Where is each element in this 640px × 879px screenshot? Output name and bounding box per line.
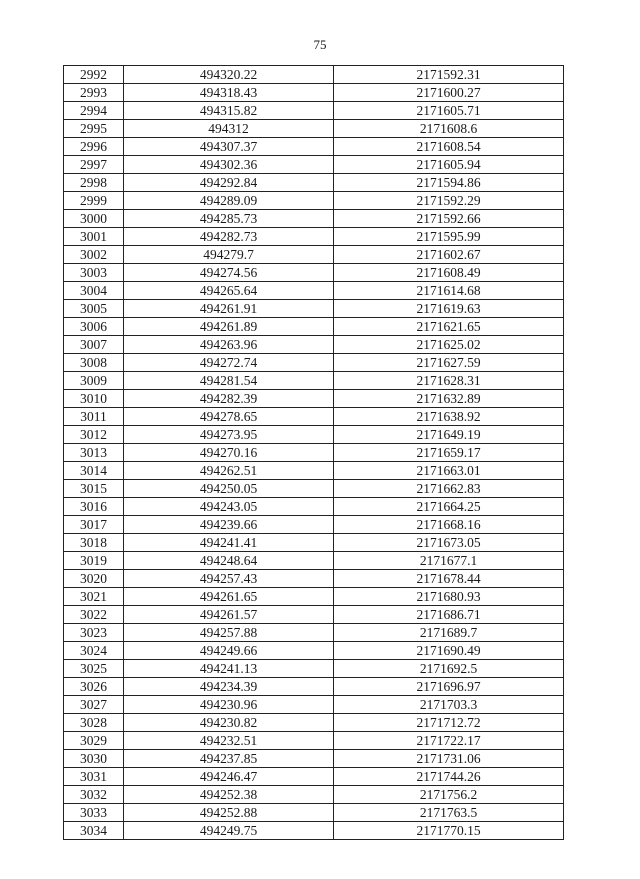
x-coordinate-cell: 494230.96 bbox=[124, 696, 334, 714]
y-coordinate-cell: 2171627.59 bbox=[334, 354, 564, 372]
table-row bbox=[64, 138, 564, 156]
table-row bbox=[64, 678, 564, 696]
point-id-cell: 3016 bbox=[64, 498, 124, 516]
y-coordinate-cell: 2171678.44 bbox=[334, 570, 564, 588]
x-coordinate-cell: 494250.05 bbox=[124, 480, 334, 498]
y-coordinate-cell: 2171668.16 bbox=[334, 516, 564, 534]
x-coordinate-cell: 494237.85 bbox=[124, 750, 334, 768]
x-coordinate-cell: 494292.84 bbox=[124, 174, 334, 192]
point-id-cell: 3020 bbox=[64, 570, 124, 588]
y-coordinate-cell: 2171621.65 bbox=[334, 318, 564, 336]
y-coordinate-cell: 2171592.31 bbox=[334, 66, 564, 84]
y-coordinate-cell: 2171664.25 bbox=[334, 498, 564, 516]
point-id-cell: 2996 bbox=[64, 138, 124, 156]
y-coordinate-cell: 2171680.93 bbox=[334, 588, 564, 606]
x-coordinate-cell: 494273.95 bbox=[124, 426, 334, 444]
table-row bbox=[64, 642, 564, 660]
table-row bbox=[64, 372, 564, 390]
table-row bbox=[64, 498, 564, 516]
point-id-cell: 2997 bbox=[64, 156, 124, 174]
point-id-cell: 3030 bbox=[64, 750, 124, 768]
x-coordinate-cell: 494230.82 bbox=[124, 714, 334, 732]
table-row bbox=[64, 282, 564, 300]
point-id-cell: 3021 bbox=[64, 588, 124, 606]
x-coordinate-cell: 494315.82 bbox=[124, 102, 334, 120]
point-id-cell: 3024 bbox=[64, 642, 124, 660]
point-id-cell: 3033 bbox=[64, 804, 124, 822]
table-row bbox=[64, 102, 564, 120]
y-coordinate-cell: 2171756.2 bbox=[334, 786, 564, 804]
x-coordinate-cell: 494278.65 bbox=[124, 408, 334, 426]
point-id-cell: 3029 bbox=[64, 732, 124, 750]
point-id-cell: 3010 bbox=[64, 390, 124, 408]
table-row bbox=[64, 300, 564, 318]
y-coordinate-cell: 2171605.71 bbox=[334, 102, 564, 120]
y-coordinate-cell: 2171673.05 bbox=[334, 534, 564, 552]
point-id-cell: 3009 bbox=[64, 372, 124, 390]
x-coordinate-cell: 494248.64 bbox=[124, 552, 334, 570]
x-coordinate-cell: 494261.57 bbox=[124, 606, 334, 624]
table-row bbox=[64, 570, 564, 588]
y-coordinate-cell: 2171608.49 bbox=[334, 264, 564, 282]
y-coordinate-cell: 2171632.89 bbox=[334, 390, 564, 408]
y-coordinate-cell: 2171592.29 bbox=[334, 192, 564, 210]
x-coordinate-cell: 494320.22 bbox=[124, 66, 334, 84]
table-row bbox=[64, 210, 564, 228]
y-coordinate-cell: 2171689.7 bbox=[334, 624, 564, 642]
table-row bbox=[64, 390, 564, 408]
point-id-cell: 3011 bbox=[64, 408, 124, 426]
point-id-cell: 3017 bbox=[64, 516, 124, 534]
y-coordinate-cell: 2171625.02 bbox=[334, 336, 564, 354]
y-coordinate-cell: 2171703.3 bbox=[334, 696, 564, 714]
table-row bbox=[64, 228, 564, 246]
table-row bbox=[64, 822, 564, 840]
table-row bbox=[64, 426, 564, 444]
y-coordinate-cell: 2171592.66 bbox=[334, 210, 564, 228]
point-id-cell: 2993 bbox=[64, 84, 124, 102]
point-id-cell: 2998 bbox=[64, 174, 124, 192]
point-id-cell: 3031 bbox=[64, 768, 124, 786]
x-coordinate-cell: 494243.05 bbox=[124, 498, 334, 516]
x-coordinate-cell: 494241.13 bbox=[124, 660, 334, 678]
point-id-cell: 3019 bbox=[64, 552, 124, 570]
point-id-cell: 3008 bbox=[64, 354, 124, 372]
point-id-cell: 2992 bbox=[64, 66, 124, 84]
x-coordinate-cell: 494289.09 bbox=[124, 192, 334, 210]
y-coordinate-cell: 2171628.31 bbox=[334, 372, 564, 390]
table-row bbox=[64, 264, 564, 282]
point-id-cell: 3004 bbox=[64, 282, 124, 300]
y-coordinate-cell: 2171595.99 bbox=[334, 228, 564, 246]
x-coordinate-cell: 494261.89 bbox=[124, 318, 334, 336]
x-coordinate-cell: 494261.91 bbox=[124, 300, 334, 318]
x-coordinate-cell: 494246.47 bbox=[124, 768, 334, 786]
point-id-cell: 2994 bbox=[64, 102, 124, 120]
table-row bbox=[64, 462, 564, 480]
table-row bbox=[64, 66, 564, 84]
y-coordinate-cell: 2171608.6 bbox=[334, 120, 564, 138]
point-id-cell: 2999 bbox=[64, 192, 124, 210]
table-row bbox=[64, 732, 564, 750]
table-row bbox=[64, 768, 564, 786]
table-row bbox=[64, 534, 564, 552]
point-id-cell: 3003 bbox=[64, 264, 124, 282]
point-id-cell: 3005 bbox=[64, 300, 124, 318]
x-coordinate-cell: 494282.39 bbox=[124, 390, 334, 408]
x-coordinate-cell: 494279.7 bbox=[124, 246, 334, 264]
x-coordinate-cell: 494234.39 bbox=[124, 678, 334, 696]
table-row bbox=[64, 606, 564, 624]
table-row bbox=[64, 444, 564, 462]
point-id-cell: 3025 bbox=[64, 660, 124, 678]
y-coordinate-cell: 2171731.06 bbox=[334, 750, 564, 768]
y-coordinate-cell: 2171594.86 bbox=[334, 174, 564, 192]
y-coordinate-cell: 2171686.71 bbox=[334, 606, 564, 624]
x-coordinate-cell: 494274.56 bbox=[124, 264, 334, 282]
y-coordinate-cell: 2171659.17 bbox=[334, 444, 564, 462]
table-row bbox=[64, 84, 564, 102]
x-coordinate-cell: 494239.66 bbox=[124, 516, 334, 534]
x-coordinate-cell: 494281.54 bbox=[124, 372, 334, 390]
point-id-cell: 3000 bbox=[64, 210, 124, 228]
table-row bbox=[64, 120, 564, 138]
x-coordinate-cell: 494282.73 bbox=[124, 228, 334, 246]
y-coordinate-cell: 2171638.92 bbox=[334, 408, 564, 426]
table-row bbox=[64, 516, 564, 534]
y-coordinate-cell: 2171744.26 bbox=[334, 768, 564, 786]
point-id-cell: 3002 bbox=[64, 246, 124, 264]
x-coordinate-cell: 494249.75 bbox=[124, 822, 334, 840]
table-row bbox=[64, 588, 564, 606]
point-id-cell: 3023 bbox=[64, 624, 124, 642]
y-coordinate-cell: 2171600.27 bbox=[334, 84, 564, 102]
point-id-cell: 3006 bbox=[64, 318, 124, 336]
point-id-cell: 3015 bbox=[64, 480, 124, 498]
x-coordinate-cell: 494312 bbox=[124, 120, 334, 138]
x-coordinate-cell: 494265.64 bbox=[124, 282, 334, 300]
x-coordinate-cell: 494232.51 bbox=[124, 732, 334, 750]
page-number: 75 bbox=[313, 37, 327, 52]
table-row bbox=[64, 174, 564, 192]
x-coordinate-cell: 494249.66 bbox=[124, 642, 334, 660]
x-coordinate-cell: 494262.51 bbox=[124, 462, 334, 480]
y-coordinate-cell: 2171677.1 bbox=[334, 552, 564, 570]
table-row bbox=[64, 480, 564, 498]
y-coordinate-cell: 2171692.5 bbox=[334, 660, 564, 678]
y-coordinate-cell: 2171663.01 bbox=[334, 462, 564, 480]
y-coordinate-cell: 2171608.54 bbox=[334, 138, 564, 156]
x-coordinate-cell: 494257.88 bbox=[124, 624, 334, 642]
y-coordinate-cell: 2171605.94 bbox=[334, 156, 564, 174]
x-coordinate-cell: 494285.73 bbox=[124, 210, 334, 228]
point-id-cell: 3001 bbox=[64, 228, 124, 246]
point-id-cell: 3014 bbox=[64, 462, 124, 480]
x-coordinate-cell: 494252.38 bbox=[124, 786, 334, 804]
table-row bbox=[64, 552, 564, 570]
x-coordinate-cell: 494307.37 bbox=[124, 138, 334, 156]
x-coordinate-cell: 494318.43 bbox=[124, 84, 334, 102]
x-coordinate-cell: 494302.36 bbox=[124, 156, 334, 174]
y-coordinate-cell: 2171690.49 bbox=[334, 642, 564, 660]
point-id-cell: 3018 bbox=[64, 534, 124, 552]
y-coordinate-cell: 2171602.67 bbox=[334, 246, 564, 264]
y-coordinate-cell: 2171696.97 bbox=[334, 678, 564, 696]
y-coordinate-cell: 2171712.72 bbox=[334, 714, 564, 732]
x-coordinate-cell: 494257.43 bbox=[124, 570, 334, 588]
table-row bbox=[64, 696, 564, 714]
table-row bbox=[64, 786, 564, 804]
table-row bbox=[64, 192, 564, 210]
table-row bbox=[64, 624, 564, 642]
point-id-cell: 3012 bbox=[64, 426, 124, 444]
y-coordinate-cell: 2171662.83 bbox=[334, 480, 564, 498]
coordinates-table bbox=[63, 65, 564, 840]
point-id-cell: 3028 bbox=[64, 714, 124, 732]
y-coordinate-cell: 2171722.17 bbox=[334, 732, 564, 750]
table-row bbox=[64, 246, 564, 264]
y-coordinate-cell: 2171770.15 bbox=[334, 822, 564, 840]
coordinates-table-body bbox=[64, 66, 564, 840]
point-id-cell: 3034 bbox=[64, 822, 124, 840]
point-id-cell: 2995 bbox=[64, 120, 124, 138]
table-row bbox=[64, 156, 564, 174]
y-coordinate-cell: 2171763.5 bbox=[334, 804, 564, 822]
x-coordinate-cell: 494241.41 bbox=[124, 534, 334, 552]
table-row bbox=[64, 714, 564, 732]
point-id-cell: 3032 bbox=[64, 786, 124, 804]
table-row bbox=[64, 408, 564, 426]
table-row bbox=[64, 354, 564, 372]
table-row bbox=[64, 336, 564, 354]
y-coordinate-cell: 2171614.68 bbox=[334, 282, 564, 300]
point-id-cell: 3013 bbox=[64, 444, 124, 462]
x-coordinate-cell: 494272.74 bbox=[124, 354, 334, 372]
table-row bbox=[64, 750, 564, 768]
point-id-cell: 3027 bbox=[64, 696, 124, 714]
point-id-cell: 3022 bbox=[64, 606, 124, 624]
y-coordinate-cell: 2171619.63 bbox=[334, 300, 564, 318]
point-id-cell: 3026 bbox=[64, 678, 124, 696]
point-id-cell: 3007 bbox=[64, 336, 124, 354]
x-coordinate-cell: 494261.65 bbox=[124, 588, 334, 606]
x-coordinate-cell: 494252.88 bbox=[124, 804, 334, 822]
x-coordinate-cell: 494263.96 bbox=[124, 336, 334, 354]
x-coordinate-cell: 494270.16 bbox=[124, 444, 334, 462]
table-row bbox=[64, 318, 564, 336]
table-row bbox=[64, 804, 564, 822]
table-row bbox=[64, 660, 564, 678]
y-coordinate-cell: 2171649.19 bbox=[334, 426, 564, 444]
